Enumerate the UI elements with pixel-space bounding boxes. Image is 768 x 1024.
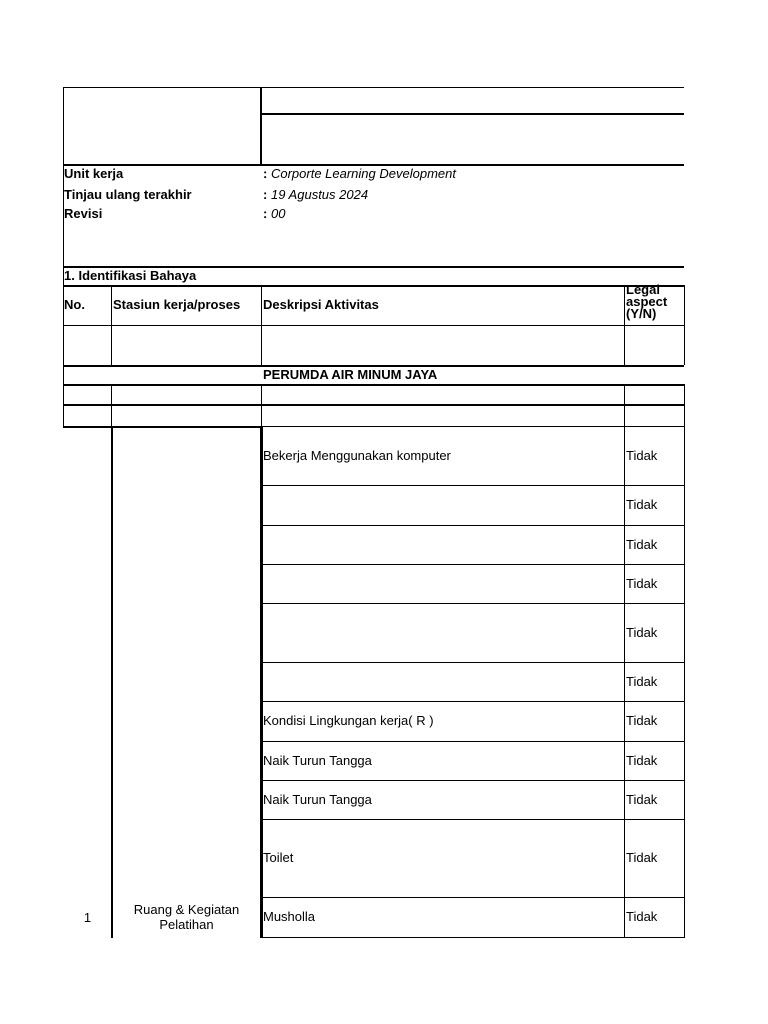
row-legal-aspect: Tidak — [626, 497, 658, 512]
row-description: Naik Turun Tangga — [263, 753, 372, 768]
row-divider — [262, 741, 684, 742]
section-title: 1. Identifikasi Bahaya — [64, 268, 197, 283]
row-divider — [262, 897, 684, 898]
column-header-description: Deskripsi Aktivitas — [263, 297, 379, 312]
row-divider — [262, 525, 684, 526]
row-divider — [262, 937, 684, 938]
row-divider — [262, 603, 684, 604]
row-legal-aspect: Tidak — [626, 576, 658, 591]
row-legal-aspect: Tidak — [626, 909, 658, 924]
row-description: Toilet — [263, 850, 294, 865]
row-divider — [262, 564, 684, 565]
row-description: Musholla — [263, 909, 316, 924]
row-divider — [262, 662, 684, 663]
group-station-line2: Pelatihan — [159, 917, 214, 932]
review-value: 19 Agustus 2024 — [270, 187, 369, 202]
row-legal-aspect: Tidak — [626, 674, 658, 689]
legal-header-line1: Legal — [626, 284, 660, 297]
unit-value: Corporte Learning Development — [270, 166, 456, 181]
column-header-legal-aspect — [626, 284, 684, 324]
row-legal-aspect: Tidak — [626, 448, 658, 463]
row-legal-aspect: Tidak — [626, 850, 658, 865]
unit-value-field — [263, 166, 456, 181]
row-description: Naik Turun Tangga — [263, 792, 372, 807]
unit-label: Unit kerja — [64, 166, 124, 181]
review-label: Tinjau ulang terakhir — [64, 187, 192, 202]
colon: : — [263, 187, 268, 202]
company-name: PERUMDA AIR MINUM JAYA — [263, 367, 438, 382]
row-description: Kondisi Lingkungan kerja( R ) — [263, 713, 434, 728]
revision-value: 00 — [270, 206, 286, 221]
colon: : — [263, 166, 268, 181]
row-divider — [262, 780, 684, 781]
review-value-field — [263, 187, 368, 202]
group-station-line1: Ruang & Kegiatan — [133, 902, 240, 917]
row-description: Bekerja Menggunakan komputer — [263, 448, 451, 463]
revision-value-field — [263, 206, 285, 221]
row-legal-aspect: Tidak — [626, 537, 658, 552]
row-divider — [262, 485, 684, 486]
row-legal-aspect: Tidak — [626, 625, 658, 640]
row-legal-aspect: Tidak — [626, 713, 658, 728]
revision-label: Revisi — [64, 206, 103, 221]
legal-header-line3: (Y/N) — [626, 306, 657, 321]
legal-header-line2: aspect — [626, 294, 668, 309]
column-header-station: Stasiun kerja/proses — [113, 297, 241, 312]
row-legal-aspect: Tidak — [626, 753, 658, 768]
group-number: 1 — [83, 910, 92, 925]
column-header-no: No. — [64, 297, 85, 312]
row-legal-aspect: Tidak — [626, 792, 658, 807]
colon: : — [263, 206, 268, 221]
group-station — [113, 902, 260, 932]
row-divider — [262, 819, 684, 820]
row-divider — [262, 701, 684, 702]
